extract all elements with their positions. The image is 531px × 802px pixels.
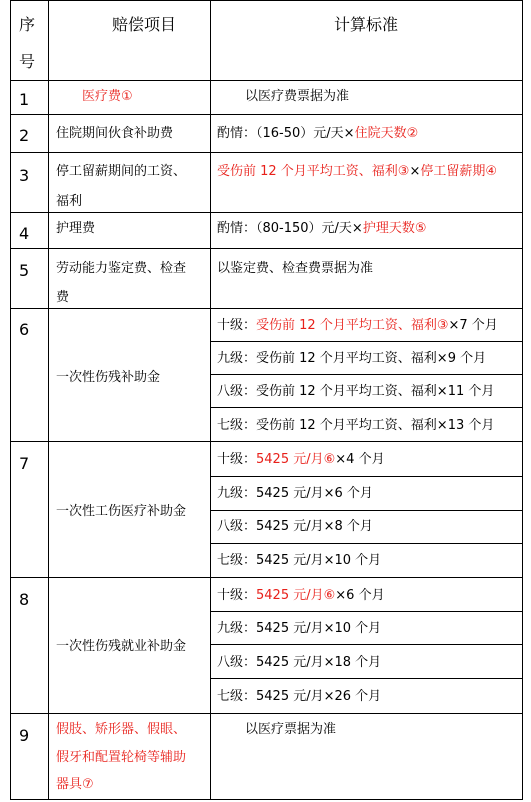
row-index: 5: [19, 261, 30, 280]
standard-text: [217, 519, 373, 535]
standard-text: [217, 452, 385, 468]
standard-segment: 酌情：（80-150）元/天×: [217, 221, 363, 236]
item-name: 假牙和配置轮椅等辅助: [56, 750, 187, 765]
standard-text: [245, 89, 349, 105]
highlighted-text: 受伤前 12 个月平均工资、福利③: [217, 164, 410, 179]
item-name: 一次性伤残就业补助金: [56, 639, 187, 654]
item-name: 住院期间伙食补助费: [56, 126, 174, 141]
standard-text: [217, 418, 494, 434]
standard-text: [217, 221, 426, 237]
item-name: 一次性伤残补助金: [56, 370, 161, 385]
standard-segment: 以医疗票据为准: [245, 722, 337, 737]
standard-segment: 酌情：（16-50）元/天×: [217, 126, 355, 141]
standard-segment: 十级：: [217, 318, 257, 333]
row-index: 1: [19, 90, 30, 109]
standard-text: [245, 722, 336, 738]
row-index: 7: [19, 454, 30, 473]
header-standard-label: 计算标准: [334, 15, 399, 34]
highlighted-text: 5425 元/月⑥: [256, 588, 336, 603]
standard-text: [217, 164, 497, 180]
item-name: 停工留薪期间的工资、: [56, 164, 187, 179]
standard-text: [217, 384, 494, 400]
standard-segment: 十级：: [217, 452, 257, 467]
standard-text: [217, 126, 418, 142]
standard-segment: 九级：5425 元/月×10 个月: [217, 621, 382, 636]
standard-segment: ×6 个月: [335, 588, 385, 603]
standard-text: [217, 351, 486, 367]
standard-text: [217, 318, 498, 334]
standard-segment: ×4 个月: [335, 452, 385, 467]
item-name: 福利: [56, 194, 83, 209]
standard-segment: 以医疗费票据为准: [245, 89, 350, 104]
row-index: 3: [19, 166, 30, 185]
highlighted-text: 护理天数⑤: [362, 221, 427, 236]
row-index: 4: [19, 224, 30, 243]
highlighted-text: 停工留薪期④: [420, 164, 498, 179]
header-index-label-2: 号: [19, 52, 36, 71]
standard-segment: ×7 个月: [448, 318, 498, 333]
highlighted-text: 受伤前 12 个月平均工资、福利③: [256, 318, 449, 333]
item-name: 护理费: [56, 221, 96, 236]
highlighted-text: 5425 元/月⑥: [256, 452, 336, 467]
standard-text: [217, 689, 381, 705]
standard-text: [217, 261, 373, 277]
standard-text: [217, 655, 381, 671]
header-item-label: 赔偿项目: [112, 15, 177, 34]
standard-segment: 十级：: [217, 588, 257, 603]
standard-text: [217, 486, 373, 502]
standard-segment: 七级：受伤前 12 个月平均工资、福利×13 个月: [217, 418, 495, 433]
standard-segment: ×: [409, 164, 421, 179]
standard-segment: 八级：5425 元/月×18 个月: [217, 655, 382, 670]
standard-segment: 以鉴定费、检查费票据为准: [217, 261, 374, 276]
row-index: 2: [19, 126, 30, 145]
row-index: 8: [19, 590, 30, 609]
standard-segment: 九级：5425 元/月×6 个月: [217, 486, 373, 501]
standard-segment: 七级：5425 元/月×10 个月: [217, 553, 382, 568]
standard-segment: 八级：5425 元/月×8 个月: [217, 519, 373, 534]
row-index: 6: [19, 320, 30, 339]
item-name: 器具⑦: [56, 777, 94, 792]
standard-text: [217, 553, 381, 569]
item-name: 费: [56, 290, 70, 305]
item-name: 医疗费①: [82, 89, 133, 104]
item-name: 假肢、矫形器、假眼、: [56, 722, 187, 737]
standard-text: [217, 588, 385, 604]
header-index-label: 序: [19, 15, 36, 34]
item-name: 一次性工伤医疗补助金: [56, 504, 187, 519]
standard-segment: 七级：5425 元/月×26 个月: [217, 689, 382, 704]
row-index: 9: [19, 726, 30, 745]
standard-segment: 九级：受伤前 12 个月平均工资、福利×9 个月: [217, 351, 487, 366]
standard-segment: 八级：受伤前 12 个月平均工资、福利×11 个月: [217, 384, 495, 399]
highlighted-text: 住院天数②: [354, 126, 419, 141]
item-name: 劳动能力鉴定费、检查: [56, 261, 187, 276]
standard-text: [217, 621, 381, 637]
